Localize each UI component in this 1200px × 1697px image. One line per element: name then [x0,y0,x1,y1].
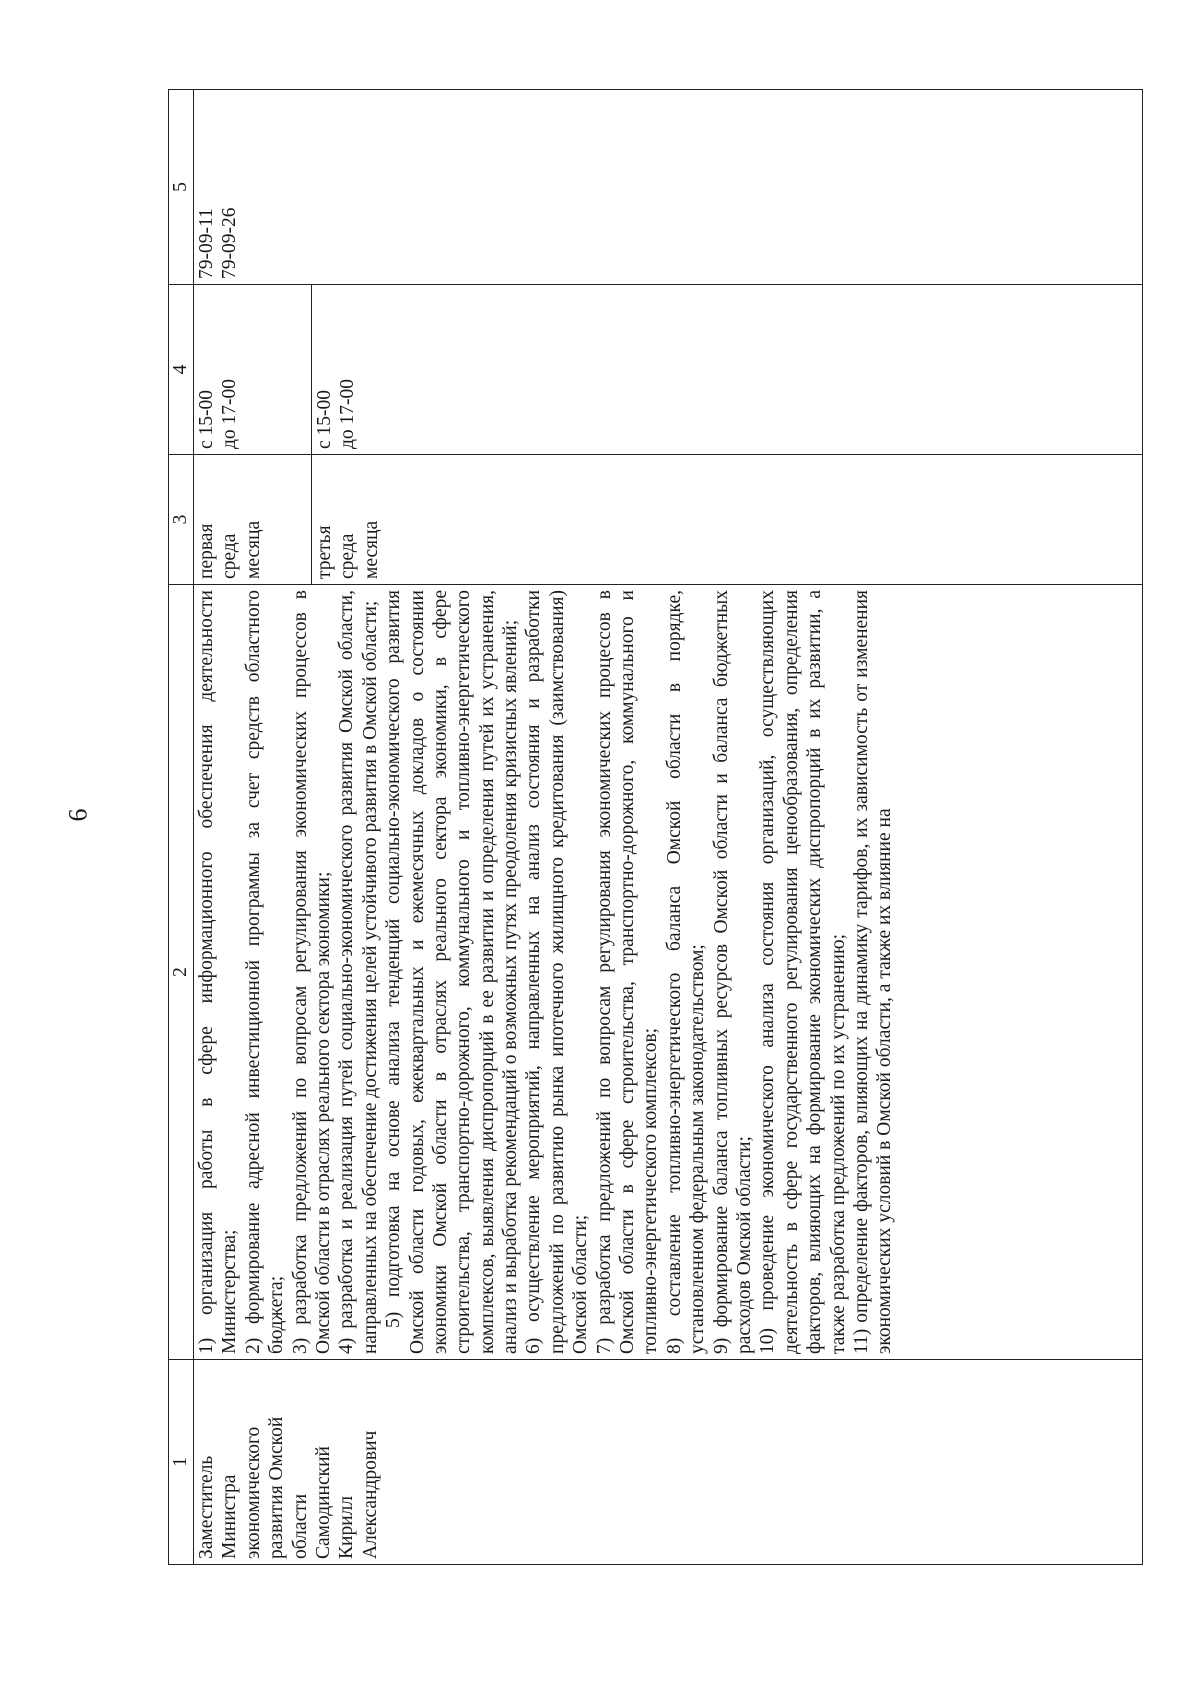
time-line: с 15-00 [314,389,335,449]
time-line: до 17-00 [219,378,241,449]
reception-day-cell [194,455,1143,585]
day-line: среда [219,533,241,579]
table-header-row [169,90,194,1565]
column-number: 1 [169,1360,194,1565]
column-number: 3 [169,455,194,585]
duty-item: 1) организация работы в сфере информационного обеспечения деятельности Министерства; [196,590,241,1354]
person-line: Министра [219,1474,241,1559]
person-line: Кирилл [336,1495,358,1559]
day-line: первая [196,523,217,579]
duty-item: 2) формирование адресной инвестиционной программы за счет средств областного бюджета; [242,590,288,1354]
reception-time-third [312,285,361,454]
reception-day-third [312,455,384,584]
duty-item: 6) осуществление мероприятий, направленных на анализ состояния и разработки предложений по развитию рынка ипотечного жилищного кредитования (заимствования) Омской области; [523,590,592,1354]
day-line: месяца [360,520,382,579]
duty-item: 4) разработка и реализация путей социально-экономического развития Омской области, направленных на обеспечение достижения целей устойчивого развития в Омской области; [336,590,381,1354]
column-number: 2 [169,585,194,1360]
duty-item: 10) проведение экономического анализа состояния организаций, осуществляющих деятельность в сфере государственного регулирования ценообразования, определения факторов, влияющих на формирование экономических диспропорций в их развитии, а также разработка предложений по их устранению; [757,590,849,1354]
duty-item: 5) подготовка на основе анализа тенденций социально-экономического развития Омской области годовых, ежеквартальных и ежемесячных докладов о состоянии экономики Омской области в отраслях реального сектора экономики, в сфере строительства, транспортно-дорожного, коммунального и топливно-энергетического комплексов, выявления диспропорций в ее развитии и определения путей их устранения, анализ и выработка рекомендаций о возможных путях преодоления кризисных явлений; [383,590,522,1354]
reception-time-cell [194,285,1143,455]
duty-item: 9) формирование баланса топливных ресурсов Омской области и баланса бюджетных расходов Омской области; [710,590,755,1354]
reception-day-first [194,455,312,584]
duty-item: 8) составление топливно-энергетического баланса Омской области в порядке, установленном федеральным законодательством; [663,590,709,1354]
time-line: до 17-00 [337,378,359,449]
day-line: месяца [242,520,264,579]
duty-item: 11) определение факторов, влияющих на динамику тарифов, их зависимость от изменения экономических условий в Омской области, а также их влияние на [850,590,896,1354]
duty-item: 7) разработка предложений по вопросам регулирования экономических процессов в Омской области в сфере строительства, транспортно-дорожного, коммунального и топливно-энергетического комплексов; [593,590,662,1354]
person-line: Самодинский [312,1446,334,1559]
day-line: третья [314,525,335,579]
table-row [194,90,1143,1565]
duty-item: 3) разработка предложений по вопросам регулирования экономических процессов в Омской области в отраслях реального сектора экономики; [289,590,334,1354]
column-number: 4 [169,285,194,455]
person-line: области [289,1493,311,1559]
reception-time-first [194,285,312,454]
phone-cell [194,90,1143,285]
person-line: Заместитель [196,1455,217,1559]
column-number: 5 [169,90,194,285]
phone-number: 79-09-11 [196,208,217,279]
person-cell [194,1360,1143,1565]
rotated-page-content [168,90,1143,1565]
day-line: среда [337,533,359,579]
phone-number: 79-09-26 [219,207,241,279]
duties-cell [194,585,1143,1360]
person-line: Александрович [359,1430,381,1559]
person-line: экономического [242,1426,264,1559]
person-line: развития Омской [266,1416,288,1559]
schedule-table [168,89,1143,1565]
page-number: 6 [63,808,93,822]
time-line: с 15-00 [196,389,217,449]
